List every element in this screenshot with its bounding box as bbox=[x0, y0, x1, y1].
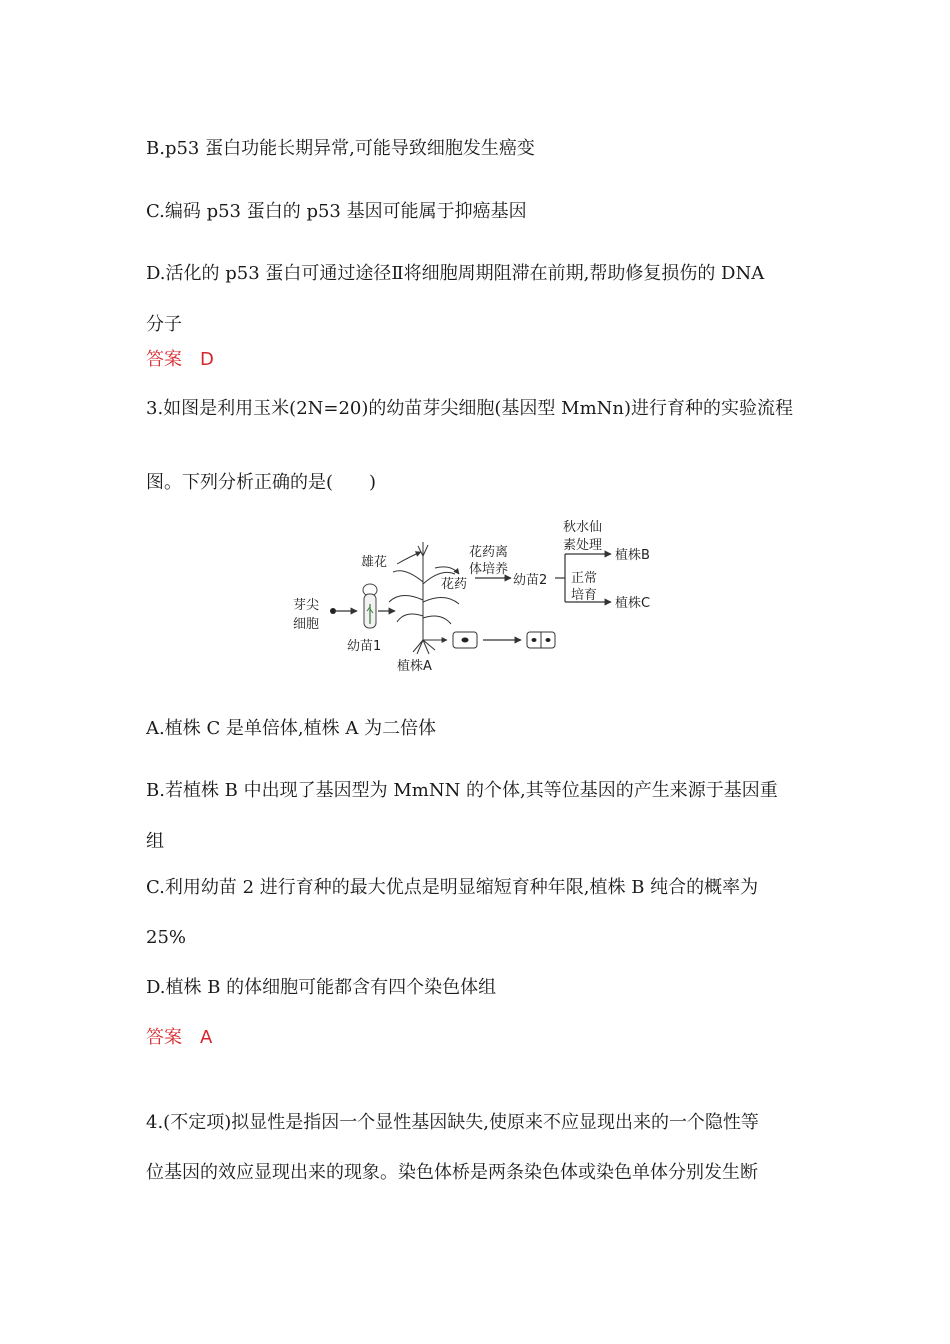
anther-culture-label-1: 花药离 bbox=[469, 545, 509, 560]
plant-c-label: 植株C bbox=[615, 596, 651, 611]
bud-cell-label-1: 芽尖 bbox=[293, 598, 320, 613]
dividing-cells-icon bbox=[527, 632, 555, 648]
q4-stem-line1: 4.(不定项)拟显性是指因一个显性基因缺失,使原来不应显现出来的一个隐性等 bbox=[146, 1112, 759, 1133]
corn-plant-icon bbox=[389, 542, 459, 654]
q3-option-c-line1: C.利用幼苗 2 进行育种的最大优点是明显缩短育种年限,植株 B 纯合的概率为 bbox=[146, 877, 759, 898]
q2-option-c: C.编码 p53 蛋白的 p53 基因可能属于抑癌基因 bbox=[146, 201, 527, 222]
single-cell-icon bbox=[453, 632, 477, 648]
bud-cell-dot bbox=[330, 608, 336, 614]
q3-option-b-line2: 组 bbox=[146, 831, 164, 852]
answer-value: A bbox=[200, 1027, 213, 1048]
plant-b-label: 植株B bbox=[615, 548, 650, 563]
q3-option-b-line1: B.若植株 B 中出现了基因型为 MmNN 的个体,其等位基因的产生来源于基因重 bbox=[146, 780, 778, 801]
male-flower-label: 雄花 bbox=[361, 555, 388, 570]
q3-answer bbox=[146, 1026, 212, 1050]
colchicine-label-1: 秋水仙 bbox=[563, 520, 603, 535]
seedling2-label: 幼苗2 bbox=[513, 573, 548, 588]
q2-option-d-line1: D.活化的 p53 蛋白可通过途径Ⅱ将细胞周期阻滞在前期,帮助修复损伤的 DNA bbox=[146, 263, 765, 284]
answer-value: D bbox=[200, 349, 214, 370]
breeding-flow-diagram bbox=[285, 512, 665, 680]
normal-culture-label-2: 培育 bbox=[571, 588, 598, 603]
q2-option-b: B.p53 蛋白功能长期异常,可能导致细胞发生癌变 bbox=[146, 138, 535, 159]
bud-cell-label-2: 细胞 bbox=[293, 617, 320, 632]
seedling1-label: 幼苗1 bbox=[347, 639, 382, 654]
q3-option-d: D.植株 B 的体细胞可能都含有四个染色体组 bbox=[146, 977, 497, 998]
anther-culture-label-2: 体培养 bbox=[469, 562, 509, 577]
q3-option-c-line2: 25% bbox=[146, 927, 187, 948]
q3-option-a: A.植株 C 是单倍体,植株 A 为二倍体 bbox=[146, 718, 437, 739]
q2-option-d-line2: 分子 bbox=[146, 314, 182, 335]
plant-a-label: 植株A bbox=[397, 659, 432, 674]
answer-label: 答案 bbox=[146, 1027, 182, 1048]
colchicine-label-2: 素处理 bbox=[563, 538, 603, 553]
anther-label: 花药 bbox=[441, 577, 468, 592]
q4-stem-line2: 位基因的效应显现出来的现象。染色体桥是两条染色体或染色单体分别发生断 bbox=[146, 1162, 758, 1183]
answer-label: 答案 bbox=[146, 349, 182, 370]
q3-stem-line2: 图。下列分析正确的是( ) bbox=[146, 472, 377, 493]
q2-answer bbox=[146, 348, 214, 372]
q3-stem-line1: 3.如图是利用玉米(2N=20)的幼苗芽尖细胞(基因型 MmNn)进行育种的实验流程 bbox=[146, 398, 794, 419]
test-tube-icon bbox=[363, 584, 377, 628]
normal-culture-label-1: 正常 bbox=[571, 571, 598, 586]
